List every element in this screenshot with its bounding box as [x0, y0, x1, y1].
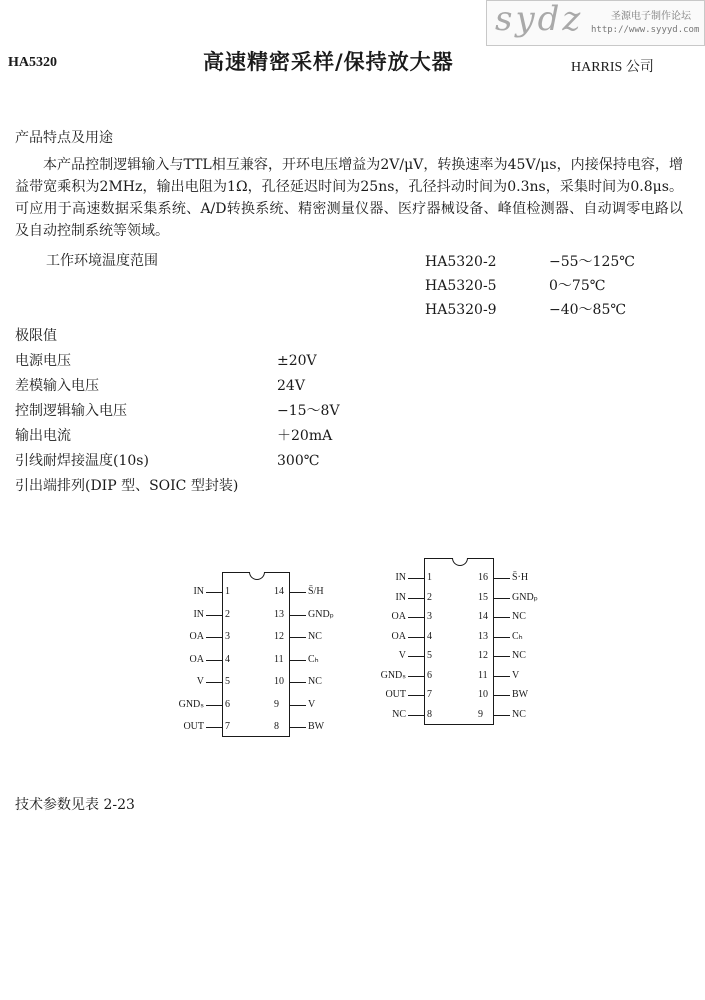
- soic-pin-label: IN: [395, 591, 406, 603]
- soic-pin-label: V: [512, 669, 520, 681]
- soic-pin-lead: [408, 637, 424, 638]
- dip-pin-number: 2: [225, 608, 230, 620]
- soic-pin-number: 15: [478, 591, 488, 603]
- dip-pin-label: OA: [189, 631, 204, 642]
- dip-pin-label: NC: [308, 676, 322, 687]
- dip-pin-lead: [206, 592, 222, 593]
- soic-pin-number: 11: [478, 669, 488, 681]
- soic-pin-label: NC: [512, 611, 526, 622]
- soic-pin-label: V: [398, 650, 406, 661]
- watermark-logo: sydz: [495, 0, 584, 39]
- temperature-row: HA5320-9 −40～85℃: [425, 302, 627, 318]
- temperature-row: HA5320-2 −55～125℃: [425, 254, 635, 270]
- soic-pin-label: GNDₚ: [512, 591, 538, 603]
- soic-pin-lead: [494, 578, 510, 579]
- soic-pin-lead: [494, 676, 510, 677]
- soic-pin-lead: [408, 715, 424, 716]
- temperature-table: [425, 250, 635, 322]
- dip-pin-lead: [290, 637, 306, 638]
- dip-pin-number: 13: [274, 608, 284, 620]
- soic-pin-lead: [408, 617, 424, 618]
- dip-pin-lead: [290, 727, 306, 728]
- soic-pin-label: NC: [512, 650, 526, 661]
- temperature-label: 工作环境温度范围: [46, 253, 158, 269]
- soic-pin-number: 10: [478, 689, 488, 700]
- watermark-site-name: 圣源电子制作论坛: [611, 11, 691, 22]
- dip-pin-number: 12: [274, 631, 284, 642]
- footer-note: 技术参数见表 2-23: [15, 797, 135, 813]
- model-number: HA5320: [8, 55, 57, 70]
- limit-row: 差模输入电压 24V: [15, 378, 305, 394]
- soic-pin-number: 8: [427, 708, 432, 720]
- limit-row: 引线耐焊接温度(10s) 300℃: [15, 453, 320, 469]
- soic-pin-label: OA: [391, 611, 406, 622]
- soic-pin-label: Cₕ: [512, 630, 523, 642]
- dip-pin-lead: [290, 682, 306, 683]
- soic-pin-number: 13: [478, 630, 488, 642]
- dip-pin-lead: [206, 705, 222, 706]
- dip-pin-lead: [206, 660, 222, 661]
- soic-pin-lead: [408, 656, 424, 657]
- dip-pin-lead: [206, 615, 222, 616]
- dip-pin-label: NC: [308, 631, 322, 642]
- soic-pin-number: 14: [478, 611, 488, 622]
- dip-pin-lead: [206, 637, 222, 638]
- soic-pin-number: 1: [427, 572, 432, 583]
- soic-pin-label: GNDₛ: [380, 669, 406, 681]
- dip-pin-number: 11: [274, 653, 284, 665]
- soic-pin-label: NC: [512, 708, 526, 720]
- dip-pin-number: 3: [225, 631, 230, 642]
- dip-pin-lead: [290, 592, 306, 593]
- dip-pin-number: 1: [225, 586, 230, 597]
- dip-pin-label: V: [308, 698, 316, 710]
- soic-pin-number: 3: [427, 611, 432, 622]
- dip-pin-number: 14: [274, 586, 284, 597]
- features-heading: 产品特点及用途: [15, 130, 113, 146]
- soic-chip-notch: [452, 558, 468, 566]
- dip-pin-lead: [206, 682, 222, 683]
- dip-pin-label: Cₕ: [308, 653, 319, 665]
- soic-pin-lead: [494, 617, 510, 618]
- soic-pin-number: 9: [478, 708, 483, 720]
- dip-pin-lead: [290, 615, 306, 616]
- soic-pin-lead: [494, 715, 510, 716]
- soic-pin-number: 7: [427, 689, 432, 700]
- dip-pin-number: 4: [225, 653, 230, 665]
- limits-table: [15, 349, 340, 474]
- soic-pin-number: 16: [478, 572, 488, 583]
- limits-heading: 极限值: [15, 328, 57, 344]
- temperature-row: HA5320-5 0～75℃: [425, 278, 606, 294]
- soic-package-diagram: [380, 560, 548, 750]
- features-paragraph: 本产品控制逻辑输入与TTL相互兼容，开环电压增益为2V/μV，转换速率为45V/μs，内接保持电容，增益带宽乘积为2MHz，输出电阻为1Ω，孔径延迟时间为25ns，孔径抖动时间为0.3ns，采集时间为0.8μs。可应用于高速数据采集系统、A/D转换系统、精密测量仪器、医疗器械设备、峰值检测器、自动调零电路以及自动控制系统等领域。: [15, 157, 683, 239]
- dip-pin-number: 5: [225, 676, 230, 687]
- dip-pin-number: 9: [274, 698, 279, 710]
- soic-pin-number: 2: [427, 591, 432, 603]
- soic-pin-lead: [494, 695, 510, 696]
- dip-pin-number: 6: [225, 698, 230, 710]
- soic-pin-lead: [494, 637, 510, 638]
- soic-pin-label: OUT: [385, 689, 406, 700]
- soic-pin-number: 5: [427, 650, 432, 661]
- soic-pin-lead: [408, 695, 424, 696]
- page-title: 高速精密采样/保持放大器: [203, 50, 454, 74]
- dip-chip-notch: [249, 572, 265, 580]
- dip-pin-lead: [290, 660, 306, 661]
- soic-pin-lead: [408, 676, 424, 677]
- dip-pin-label: IN: [193, 608, 204, 620]
- dip-pin-lead: [206, 727, 222, 728]
- soic-pin-label: IN: [395, 572, 406, 583]
- manufacturer: HARRIS 公司: [571, 60, 654, 75]
- soic-pin-lead: [494, 598, 510, 599]
- dip-pin-label: GNDₛ: [178, 698, 204, 710]
- dip-pin-number: 7: [225, 721, 230, 732]
- dip-pin-label: GNDₚ: [308, 608, 334, 620]
- soic-pin-label: NC: [392, 708, 406, 720]
- limit-row: 输出电流 ＋20mA: [15, 428, 333, 444]
- soic-pin-lead: [408, 598, 424, 599]
- soic-pin-lead: [408, 578, 424, 579]
- watermark-box: [486, 0, 705, 46]
- dip-pin-number: 8: [274, 721, 279, 732]
- limit-row: 控制逻辑输入电压 −15～8V: [15, 403, 340, 419]
- soic-pin-number: 4: [427, 630, 432, 642]
- dip-pin-label: IN: [193, 586, 204, 597]
- limit-row: 电源电压 ±20V: [15, 353, 317, 369]
- dip-pin-number: 10: [274, 676, 284, 687]
- soic-pin-number: 6: [427, 669, 432, 681]
- watermark-url: http://www.syyyd.com: [591, 25, 700, 35]
- dip-pin-label: OA: [189, 653, 204, 665]
- dip-package-diagram: [180, 574, 340, 744]
- dip-pin-label: S̄/H: [308, 586, 324, 597]
- soic-pin-lead: [494, 656, 510, 657]
- soic-pin-label: S̄·H: [512, 572, 529, 583]
- dip-pin-lead: [290, 705, 306, 706]
- dip-pin-label: BW: [308, 721, 325, 732]
- dip-pin-label: OUT: [183, 721, 204, 732]
- pinout-heading: 引出端排列(DIP 型、SOIC 型封装): [15, 478, 239, 494]
- soic-pin-label: BW: [512, 689, 529, 700]
- dip-pin-label: V: [196, 676, 204, 687]
- soic-pin-number: 12: [478, 650, 488, 661]
- soic-pin-label: OA: [391, 630, 406, 642]
